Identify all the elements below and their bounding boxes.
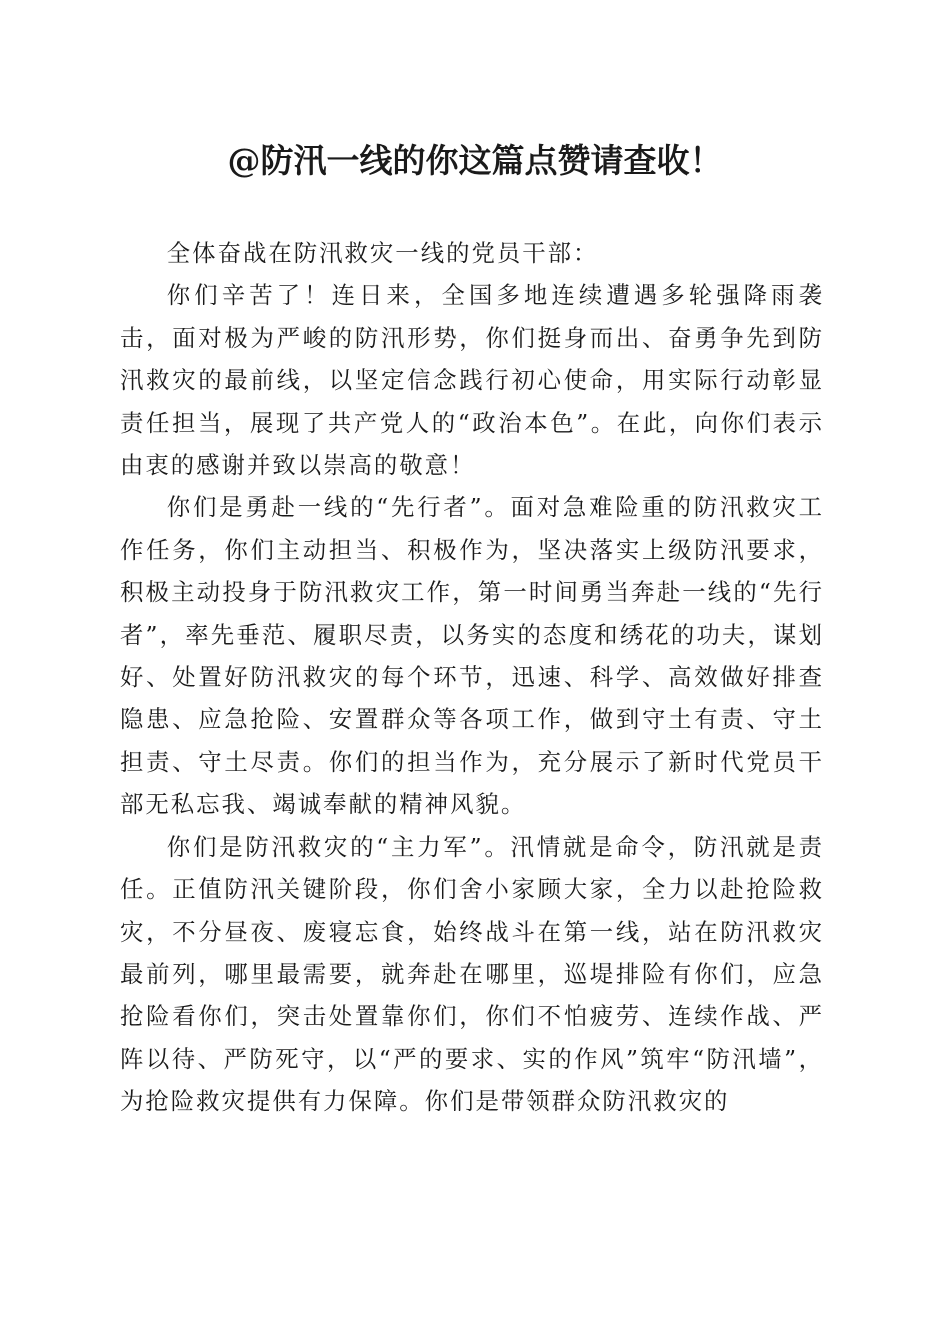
document-title: @防汛一线的你这篇点赞请查收！ xyxy=(227,141,723,180)
body-paragraph: 你们辛苦了！连日来，全国多地连续遭遇多轮强降雨袭击，面对极为严峻的防汛形势，你们挺身而出、奋勇争先到防汛救灾的最前线，以坚定信念践行初心使命，用实际行动彰显责任担当，展现了共产党人的“政治本色”。在此，向你们表示由衷的感谢并致以崇高的敬意！ xyxy=(120,281,824,480)
body-paragraph: 你们是防汛救灾的“主力军”。汛情就是命令，防汛就是责任。正值防汛关键阶段，你们舍小家顾大家，全力以赴抢险救灾，不分昼夜、废寝忘食，始终战斗在第一线，站在防汛救灾最前列，哪里最需要，就奔赴在哪里，巡堤排险有你们，应急抢险看你们，突击处置靠你们，你们不怕疲劳、连续作战、严阵以待、严防死守，以“严的要求、实的作风”筑牢“防汛墙”，为抢险救灾提供有力保障。你们是带领群众防汛救灾的 xyxy=(120,832,824,1116)
salutation-paragraph: 全体奋战在防汛救灾一线的党员干部： xyxy=(166,239,599,267)
body-paragraph: 你们是勇赴一线的“先行者”。面对急难险重的防汛救灾工作任务，你们主动担当、积极作为，坚决落实上级防汛要求，积极主动投身于防汛救灾工作，第一时间勇当奔赴一线的“先行者”，率先垂范、履职尽责，以务实的态度和绣花的功夫，谋划好、处置好防汛救灾的每个环节，迅速、科学、高效做好排查隐患、应急抢险、安置群众等各项工作，做到守土有责、守土担责、守土尽责。你们的担当作为，充分展示了新时代党员干部无私忘我、竭诚奉献的精神风貌。 xyxy=(120,493,824,819)
document-body xyxy=(120,232,824,1123)
